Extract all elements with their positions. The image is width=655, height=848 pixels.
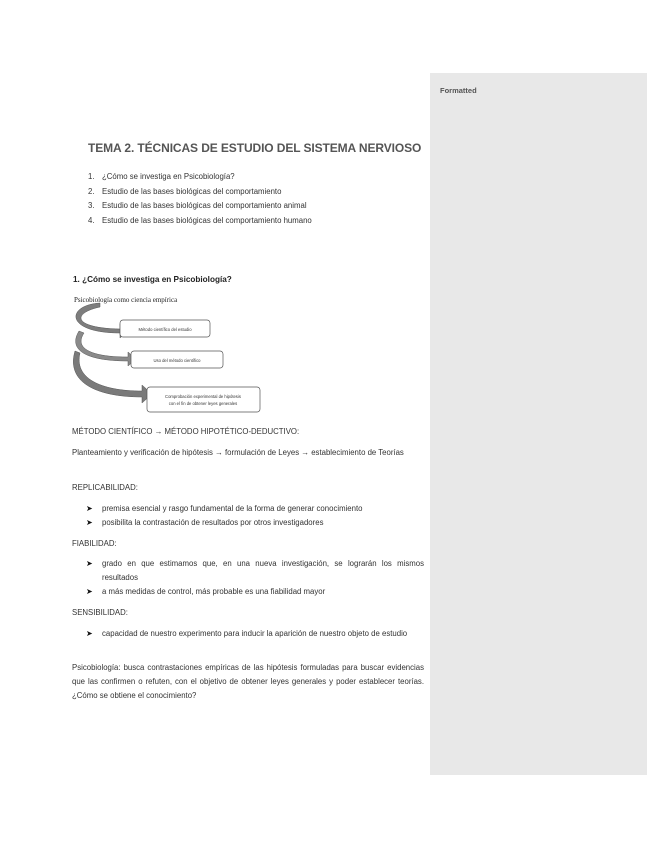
sensibilidad-label: SENSIBILIDAD: [72,608,128,617]
section-heading: 1. ¿Cómo se investiga en Psicobiología? [73,275,232,284]
comment-label: Formatted [440,86,477,95]
diagram-box-1-text: Método científico del estudio [138,327,192,332]
psicobiologia-diagram [70,293,290,418]
arrow-bullet-icon: ➤ [86,629,93,638]
table-of-contents [88,170,312,228]
toc-item: 2. Estudio de las bases biológicas del comportamiento [88,186,282,196]
closing-paragraph: Psicobiología: busca contrastaciones empíricas de las hipótesis formuladas para buscar evidencias que las confirmen o refuten, con el objetivo de obtener leyes generales y poder establecer teorías. ¿Cómo se obtiene el conocimiento? [72,663,424,700]
list-item: ➤ a más medidas de control, más probable es una fiabilidad mayor [86,585,424,599]
replicabilidad-label: REPLICABILIDAD: [72,483,138,492]
diagram-box-3-text-1: Comprobación experimental de hipótesis [165,394,241,399]
toc-item: 3. Estudio de las bases biológicas del comportamiento animal [88,201,307,210]
planteamiento-paragraph: Planteamiento y verificación de hipótesis → formulación de Leyes → establecimiento de Teorías [72,448,404,457]
fiabilidad-list [86,557,424,599]
replicabilidad-list [86,502,424,530]
list-item: ➤ premisa esencial y rasgo fundamental de la forma de generar conocimiento [86,502,424,516]
comment-pane [430,73,647,775]
diagram-box-2-text: Uso del método científico [153,358,201,363]
fiabilidad-label: FIABILIDAD: [72,539,117,548]
toc-item: 4. Estudio de las bases biológicas del comportamiento humano [88,215,312,225]
diagram-caption: Psicobiología como ciencia empírica [74,296,178,304]
arrow-bullet-icon: ➤ [86,504,93,513]
metodo-label: MÉTODO CIENTÍFICO → MÉTODO HIPOTÉTICO-DEDUCTIVO: [72,427,300,436]
list-item: ➤ grado en que estimamos que, en una nueva investigación, se lograrán los mismos resultados [86,559,424,582]
diagram-box-3 [147,387,260,412]
list-item: ➤ posibilita la contrastación de resultados por otros investigadores [86,516,424,530]
list-item: ➤ capacidad de nuestro experimento para inducir la aparición de nuestro objeto de estudio [86,627,424,641]
diagram-box-3-text-2: con el fin de obtener leyes generales [168,401,238,406]
arrow-bullet-icon: ➤ [86,559,93,568]
toc-item: 1. ¿Cómo se investiga en Psicobiología? [88,172,235,181]
sensibilidad-list [86,627,424,641]
page-title: TEMA 2. TÉCNICAS DE ESTUDIO DEL SISTEMA NERVIOSO [88,141,422,155]
arrow-bullet-icon: ➤ [86,518,93,527]
arrow-bullet-icon: ➤ [86,587,93,596]
